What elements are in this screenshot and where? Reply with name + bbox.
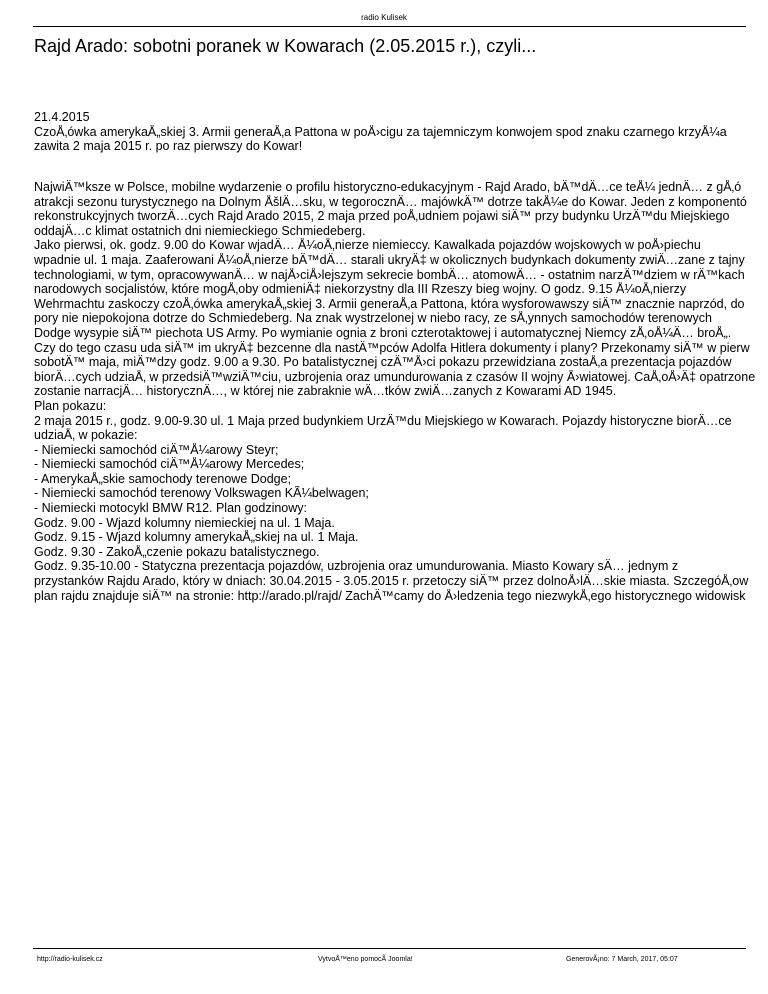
text-line: pory nie niepokojona dotrze do Schmiedeberg. Na znak wystrzelonej w niebo racy, ze sÅ‚ynnych samochodów terenowych [34,311,712,326]
footer-generated-date: GenerovÃ¡no: 7 March, 2017, 05:07 [566,956,678,963]
text-line: udziaÅ‚ w pokazie: [34,428,138,443]
text-line: Godz. 9.15 - Wjazd kolumny amerykaÅ„skiej na ul. 1 Maja. [34,530,359,545]
text-line: Godz. 9.35-10.00 - Statyczna prezentacja pojazdów, uzbrojenia oraz umundurowania. Miasto Kowary sÄ… jednym z [34,559,679,574]
text-line: Jako pierwsi, ok. godz. 9.00 do Kowar wjadÄ… Å¼oÅ‚nierze niemieccy. Kawalkada pojazdów wojskowych w poÅ›piechu [34,238,701,253]
text-line: Plan pokazu: [34,398,107,413]
text-line: zostanie narracjÄ… historycznÄ…, w której nie zabraknie wÄ…tków zwiÄ…zanych z Kowarami AD 1945. [34,384,617,399]
text-line: NajwiÄ™ksze w Polsce, mobilne wydarzenie o profilu historyczno-edukacyjnym - Rajd Arado, bÄ™dÄ…ce teÅ¼ jednÄ… z gÅ‚ó [34,180,742,194]
text-line: narodowych socjalistów, które mogÅ‚oby odmieniÄ‡ niekorzystny dla III Rzeszy bieg wojny. O godz. 9.15 Å¼oÅ‚nierzy [34,282,687,297]
text-line: - Niemiecki samochód ciÄ™Å¼arowy Steyr; [34,442,279,457]
text-line: oddajÄ…c klimat ostatnich dni niemieckiego Schmiedeberg. [34,223,366,238]
text-line: - Niemiecki samochód ciÄ™Å¼arowy Mercedes; [34,457,305,472]
text-line: Dodge wysypie siÄ™ piechota US Army. Po wymianie ognia z broni czterotaktowej i automatycznej Niemcy zÅ‚oÅ¼Ä… broÅ„. [34,325,732,340]
text-line: Godz. 9.00 - Wjazd kolumny niemieckiej na ul. 1 Maja. [34,515,335,530]
text-line: wpadnie ul. 1 maja. Zaaferowani Å¼oÅ‚nierze bÄ™dÄ… starali ukryÄ‡ w okolicznych budynkach dokumenty zwiÄ…zane z tajny [34,252,745,267]
text-line: 2 maja 2015 r., godz. 9.00-9.30 ul. 1 Maja przed budynkiem UrzÄ™du Miejskiego w Kowarach. Pojazdy historyczne biorÄ…ce [34,413,732,428]
text-line: atrakcji sezonu turystycznego na Dolnym ÅšlÄ…sku, w tegorocznÄ… majówkÄ™ dotrze takÅ¼e do Kowar. Jeden z komponentó [34,194,747,209]
text-line: przystanków Rajdu Arado, który w dniach: 30.04.2015 - 3.05.2015 r. przetoczy siÄ™ przez dolnoÅ›lÄ…skie miasta. SzczegóÅ‚ow [34,574,749,589]
text-line: - Niemiecki motocykl BMW R12. Plan godzinowy: [34,501,307,516]
article-body [34,180,768,603]
text-line: technologiami, w tym, opracowywanÄ… w najÅ›ciÅ›lejszym sekrecie bombÄ… atomowÄ… - ostatnim narzÄ™dziem w rÄ™kach [34,267,745,282]
text-line: Godz. 9.30 - ZakoÅ„czenie pokazu batalistycznego. [34,544,320,559]
text-line: - Niemiecki samochód terenowy Volkswagen KÃ¼belwagen; [34,486,369,501]
footer-site-link[interactable]: http://radio-kulisek.cz [37,956,103,963]
text-line: zawita 2 maja 2015 r. po raz pierwszy do Kowar! [34,139,303,154]
article-title: Rajd Arado: sobotni poranek w Kowarach (2.05.2015 r.), czyli... [34,36,537,56]
text-line: sobotÄ™ maja, miÄ™dzy godz. 9.00 a 9.30. Po batalistycznej czÄ™Å›ci pokazu przewidziana zostaÅ‚a prezentacja pojazdów [34,355,732,370]
header-divider [33,26,746,27]
footer-credit: VytvoÅ™eno pomocÃ Joomla! [318,956,413,963]
footer-divider [33,948,746,949]
text-line: Czy do tego czasu uda siÄ™ im ukryÄ‡ bezcenne dla nastÄ™pców Adolfa Hitlera dokumenty i plany? Przekonamy siÄ™ w pierw [34,340,750,355]
site-header: radio Kulisek [361,13,407,22]
text-line: rekonstrukcyjnych tworzÄ…cych Rajd Arado 2015, 2 maja przed poÅ‚udniem pojawi siÄ™ przy budynku UrzÄ™du Miejskiego [34,209,730,224]
text-line: CzoÅ‚ówka amerykaÅ„skiej 3. Armii generaÅ‚a Pattona w poÅ›cigu za tajemniczym konwojem spod znaku czarnego krzyÅ¼a [34,124,727,139]
text-line: - AmerykaÅ„skie samochody terenowe Dodge; [34,471,292,486]
text-line: 21.4.2015 [34,110,90,124]
text-line: plan rajdu znajduje siÄ™ na stronie: http://arado.pl/rajd/ ZachÄ™camy do Å›ledzenia tego niezwykÅ‚ego historycznego widowisk [34,588,746,603]
article-intro [34,110,768,154]
text-line: biorÄ…cych udziaÅ‚ w przedsiÄ™wziÄ™ciu, uzbrojenia oraz umundurowania z czasów II wojny Å›wiatowej. CaÅ‚oÅ›Ä‡ opatrzone [34,369,756,384]
text-line: Wehrmachtu zaskoczy czoÅ‚ówka amerykaÅ„skiej 3. Armii generaÅ‚a Pattona, która wysforowawszy siÄ™ znacznie naprzód, do [34,296,745,311]
